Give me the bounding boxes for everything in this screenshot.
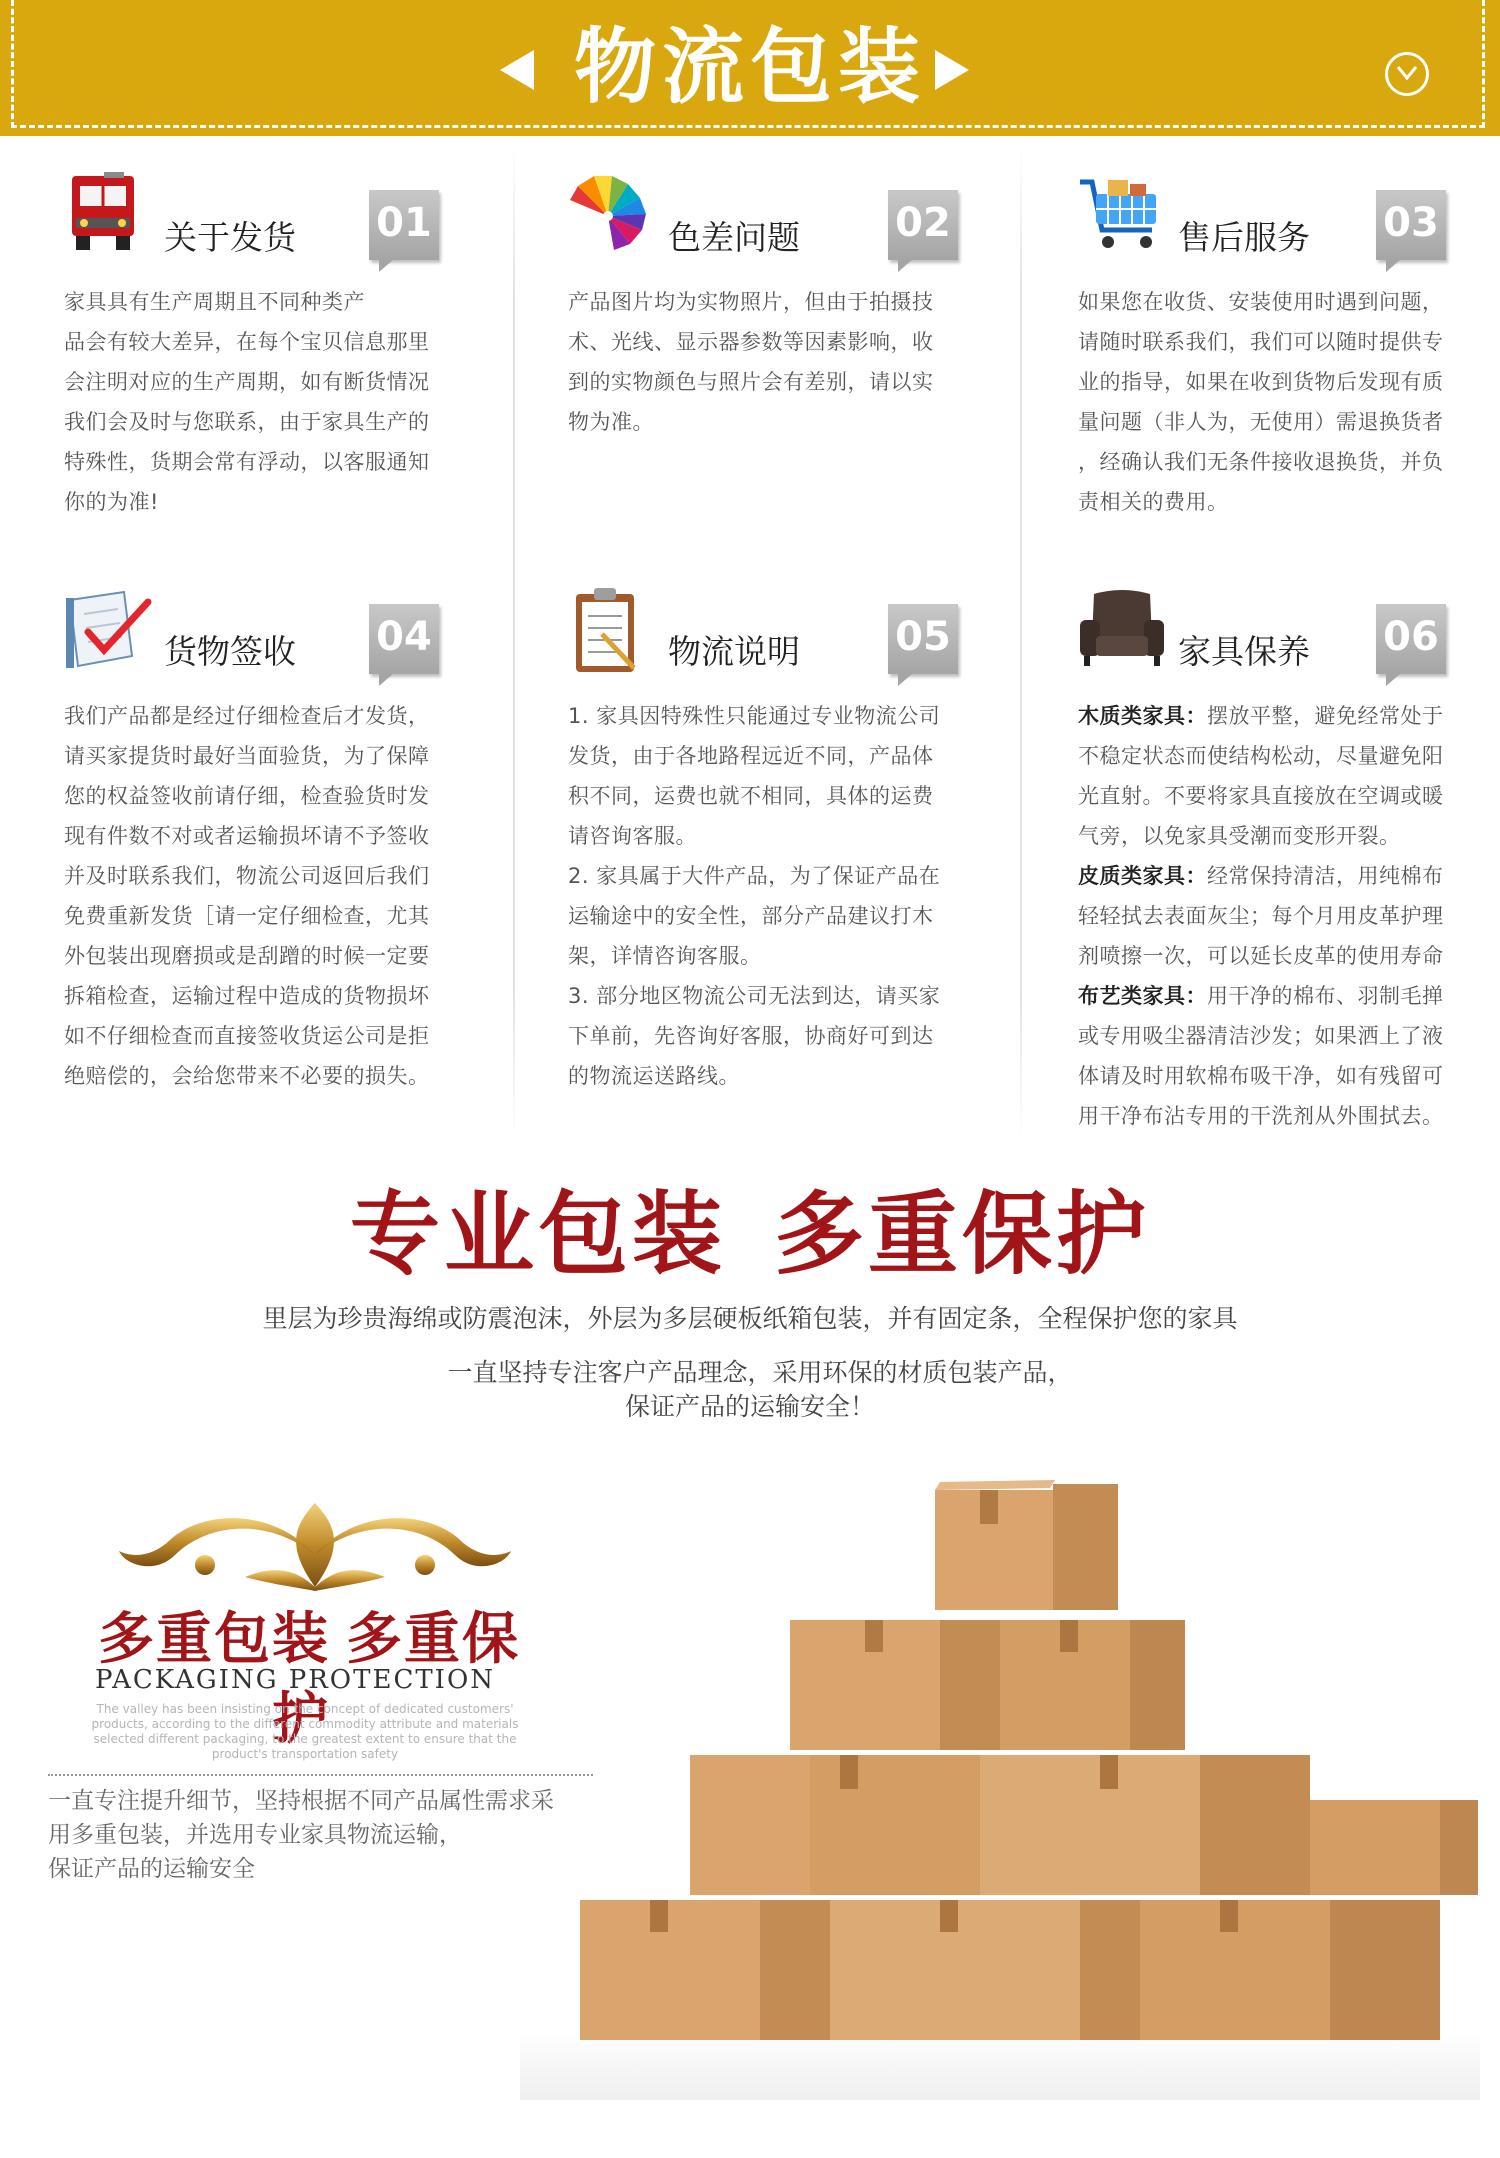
card-body [1078, 696, 1498, 1136]
card-color-difference [568, 172, 1008, 552]
card-line: 3. 部分地区物流公司无法到达，请买家 [568, 984, 941, 1008]
card-line: 并及时联系我们，物流公司返回后我们 [64, 864, 430, 888]
card-number-badge: 03 [1376, 190, 1446, 260]
card-line: 拆箱检查，运输过程中造成的货物损坏 [64, 984, 430, 1008]
card-line: 或专用吸尘器清洁沙发；如果洒上了液 [1078, 1024, 1444, 1048]
small-line: selected different packaging, to the greatest extent to ensure that the [93, 1732, 517, 1746]
card-line: 我们产品都是经过仔细检查后才发货， [64, 704, 430, 728]
card-shipping [64, 172, 504, 552]
card-line: 轻轻拭去表面灰尘；每个月用皮革护理 [1078, 904, 1444, 928]
card-line: 术、光线、显示器参数等因素影响，收 [568, 330, 934, 354]
slogan-part: 多重保护 [774, 1182, 1150, 1287]
card-after-sales [1078, 172, 1500, 552]
slogan-heading [0, 1180, 1500, 1290]
box [580, 1900, 1440, 2040]
right-arrow-icon [935, 50, 969, 90]
card-line: 物为准。 [568, 410, 654, 434]
card-line: 剂喷擦一次，可以延长皮革的使用寿命 [1078, 944, 1444, 968]
card-line: 会注明对应的生产周期，如有断货情况 [64, 370, 430, 394]
card-line: 外包装出现磨损或是刮蹭的时候一定要 [64, 944, 430, 968]
card-line: 架，详情咨询客服。 [568, 944, 762, 968]
care-line: 摆放平整，避免经常处于 [1207, 704, 1444, 728]
card-body [64, 696, 484, 1096]
card-title: 色差问题 [668, 218, 800, 257]
card-line: 2. 家具属于大件产品，为了保证产品在 [568, 864, 941, 888]
card-line: 产品图片均为实物照片，但由于拍摄技 [568, 290, 934, 314]
color-fan-icon [568, 172, 658, 262]
card-line: 请随时联系我们，我们可以随时提供专 [1078, 330, 1444, 354]
shopping-cart-icon [1078, 172, 1168, 262]
card-line: 责相关的费用。 [1078, 490, 1229, 514]
packaging-title-part: 多重保护 [272, 1607, 520, 1752]
card-line [1078, 696, 1498, 736]
card-line: 运输途中的安全性，部分产品建议打木 [568, 904, 934, 928]
card-line: 的物流运送路线。 [568, 1064, 740, 1088]
truck-icon [64, 172, 154, 262]
card-title: 售后服务 [1178, 218, 1310, 257]
card-line: 免费重新发货［请一定仔细检查，尤其 [64, 904, 430, 928]
card-line: 1. 家具因特殊性只能通过专业物流公司 [568, 704, 941, 728]
card-line: 品会有较大差异，在每个宝贝信息那里 [64, 330, 430, 354]
card-logistics [568, 586, 1008, 1126]
card-receipt [64, 586, 504, 1126]
chevron-down-circle-icon[interactable] [1385, 52, 1429, 96]
cardboard-boxes-image [520, 1470, 1480, 2100]
card-line: 如果您在收货、安装使用时遇到问题， [1078, 290, 1444, 314]
card-body [64, 282, 484, 522]
card-line [1078, 856, 1498, 896]
card-number-badge: 02 [888, 190, 958, 260]
card-line: 下单前，先咨询好客服，协商好可到达 [568, 1024, 934, 1048]
card-line: 我们会及时与您联系，由于家具生产的 [64, 410, 430, 434]
box [690, 1755, 1478, 1895]
care-section-label: 木质类家具： [1078, 704, 1207, 728]
care-section-label: 布艺类家具： [1078, 984, 1207, 1008]
packaging-small-text [60, 1702, 550, 1762]
small-line: product's transportation safety [211, 1747, 399, 1761]
card-line: 积不同，运费也就不相同，具体的运费 [568, 784, 934, 808]
card-line: 体请及时用软棉布吸干净，如有残留可 [1078, 1064, 1444, 1088]
armchair-icon [1078, 586, 1168, 676]
card-body [568, 696, 988, 1096]
packaging-text-line: 保证产品的运输安全 [48, 1856, 255, 1882]
card-line: 光直射。不要将家具直接放在空调或暖 [1078, 784, 1444, 808]
card-line: 业的指导，如果在收到货物后发现有质 [1078, 370, 1444, 394]
card-line [1078, 976, 1498, 1016]
clipboard-icon [568, 586, 658, 676]
card-line: 量问题（非人为，无使用）需退换货者 [1078, 410, 1444, 434]
card-line: 现有件数不对或者运输损坏请不予签收 [64, 824, 430, 848]
care-line: 用干净的棉布、羽制毛掸 [1207, 984, 1444, 1008]
card-line: 如不仔细检查而直接签收货运公司是拒 [64, 1024, 430, 1048]
card-line: 到的实物颜色与照片会有差别，请以实 [568, 370, 934, 394]
dotted-divider [48, 1774, 593, 1776]
card-number-badge: 06 [1376, 604, 1446, 674]
care-section-label: 皮质类家具： [1078, 864, 1207, 888]
card-line: 请买家提货时最好当面验货，为了保障 [64, 744, 430, 768]
slogan-part: 专业包装 [350, 1182, 726, 1287]
card-line: ，经确认我们无条件接收退换货，并负 [1078, 450, 1444, 474]
description-line: 里层为珍贵海绵或防震泡沫，外层为多层硬板纸箱包装，并有固定条，全程保护您的家具 [262, 1304, 1238, 1333]
column-divider [513, 146, 515, 1140]
card-number-badge: 01 [369, 190, 439, 260]
card-line: 不稳定状态而使结构松动，尽量避免阳 [1078, 744, 1444, 768]
card-number-badge: 05 [888, 604, 958, 674]
card-number-badge: 04 [369, 604, 439, 674]
packaging-title-en: PACKAGING PROTECTION [94, 1665, 496, 1695]
box [935, 1480, 1118, 1610]
card-line: 家具具有生产周期且不同种类产 [64, 290, 365, 314]
card-line: 特殊性，货期会常有浮动，以客服通知 [64, 450, 430, 474]
card-title: 关于发货 [164, 218, 296, 257]
card-line: 你的为准! [64, 490, 159, 514]
card-body [1078, 282, 1498, 522]
small-line: products, according to the different commodity attribute and materials [91, 1717, 519, 1731]
card-furniture-care [1078, 586, 1500, 1146]
card-line: 发货，由于各地路程远近不同，产品体 [568, 744, 934, 768]
card-title: 物流说明 [668, 632, 800, 671]
description-line: 一直坚持专注客户产品理念，采用环保的材质包装产品， [447, 1358, 1073, 1387]
box [790, 1620, 1185, 1750]
page-title: 物流包装 [573, 20, 926, 115]
card-title: 货物签收 [164, 632, 296, 671]
gold-ornament [115, 1495, 515, 1595]
card-body [568, 282, 988, 442]
checklist-icon [64, 586, 154, 676]
packaging-title-part: 多重包装 [98, 1607, 330, 1672]
card-line: 您的权益签收前请仔细，检查验货时发 [64, 784, 430, 808]
packaging-text-line: 用多重包装，并选用专业家具物流运输， [48, 1822, 462, 1848]
card-title: 家具保养 [1178, 632, 1310, 671]
card-line: 用干净布沾专用的干洗剂从外围拭去。 [1078, 1104, 1444, 1128]
card-line: 绝赔偿的，会给您带来不必要的损失。 [64, 1064, 430, 1088]
small-line: The valley has been insisting on the concept of dedicated customers' [96, 1702, 514, 1716]
care-line: 经常保持清洁，用纯棉布 [1207, 864, 1444, 888]
column-divider [1020, 146, 1022, 1140]
description-line: 保证产品的运输安全！ [624, 1392, 875, 1421]
card-line: 请咨询客服。 [568, 824, 697, 848]
card-line: 气旁，以免家具受潮而变形开裂。 [1078, 824, 1401, 848]
header-banner [0, 0, 1500, 136]
packaging-text-line: 一直专注提升细节，坚持根据不同产品属性需求采 [48, 1788, 554, 1814]
